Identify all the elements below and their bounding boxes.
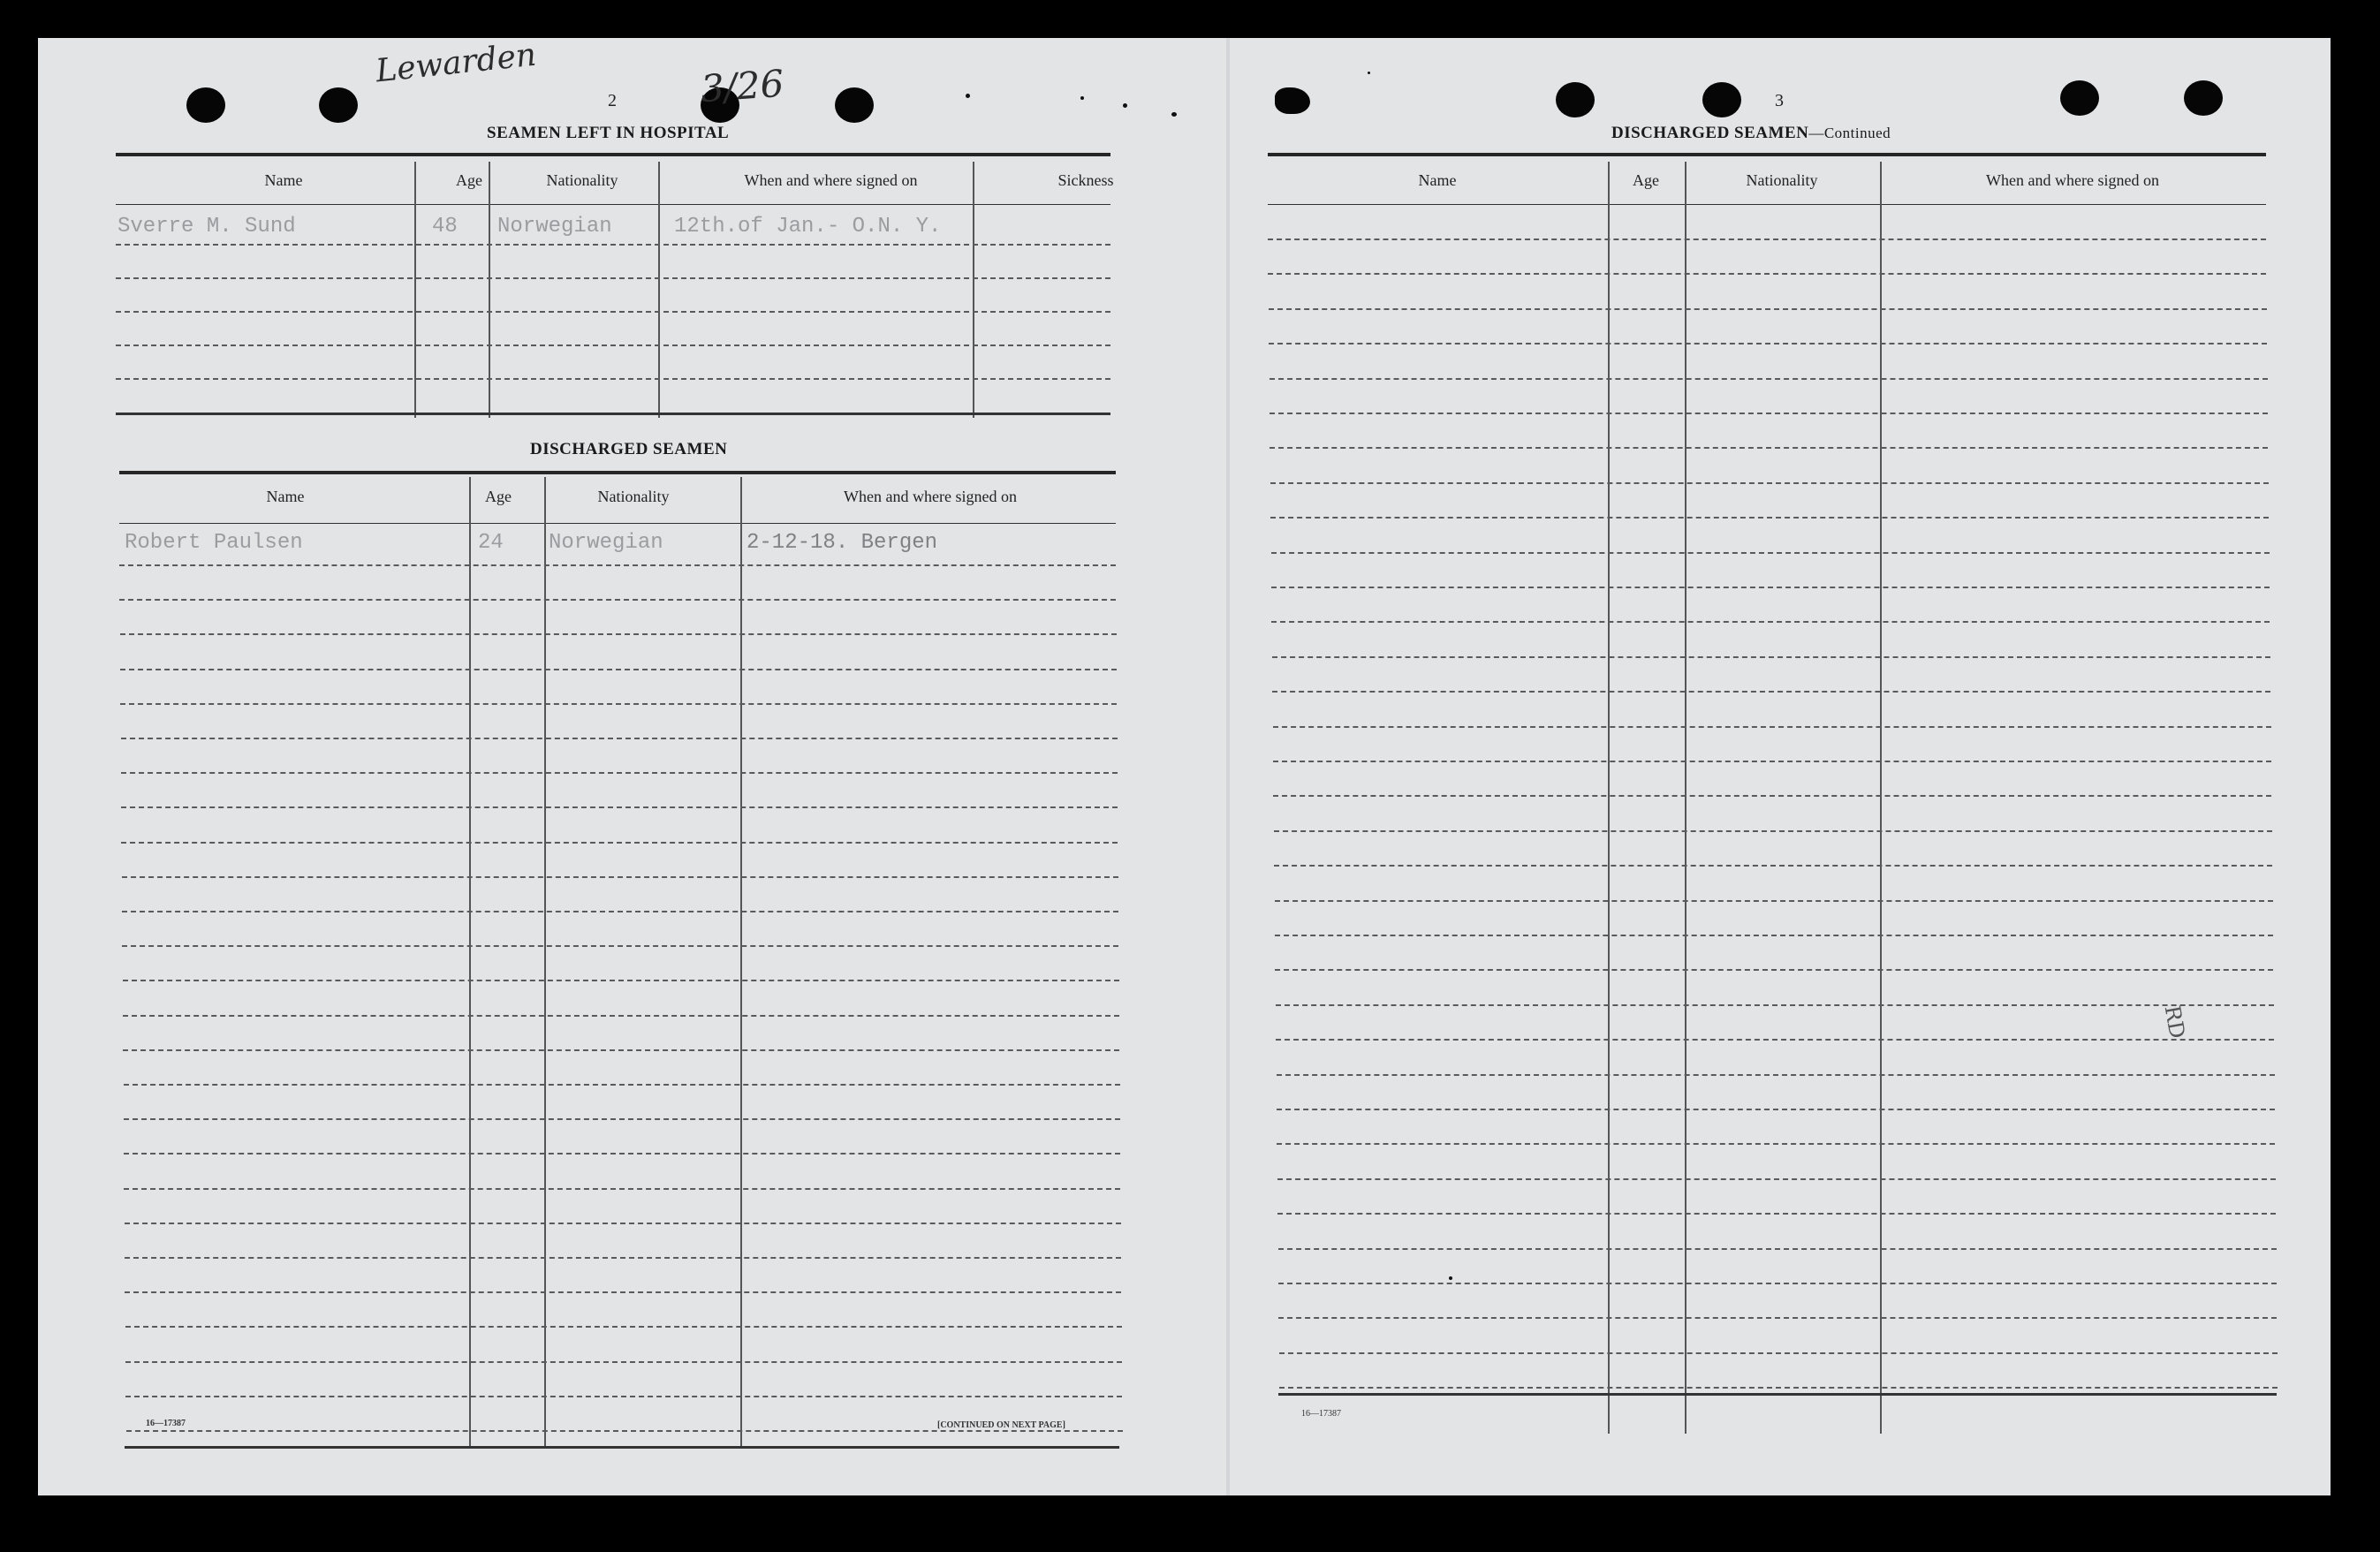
right-col-signed-on: When and where signed on	[1986, 171, 2159, 189]
ruled-line	[1278, 1248, 2277, 1250]
ruled-line	[119, 599, 1116, 601]
ruled-line	[1272, 691, 2270, 693]
ruled-line	[1274, 830, 2272, 832]
hospital-row-nationality: Norwegian	[497, 215, 612, 238]
right-col-divider	[1880, 162, 1882, 1434]
ruled-line	[120, 633, 1117, 635]
ruled-line	[1275, 900, 2273, 902]
ruled-line	[1274, 865, 2272, 867]
hospital-row-age: 48	[432, 215, 458, 238]
punch-hole	[2060, 80, 2099, 116]
ruled-line	[119, 564, 1116, 566]
punch-hole	[1702, 82, 1741, 117]
ruled-line	[121, 738, 1118, 739]
discharged-top-rule	[119, 471, 1116, 474]
ruled-line	[1273, 795, 2271, 797]
ruled-line	[1269, 308, 2267, 310]
ruled-line	[1268, 273, 2266, 275]
punch-blot	[1275, 87, 1310, 114]
ruled-line	[1277, 1178, 2276, 1180]
ruled-line	[124, 1188, 1120, 1190]
right-bottom-rule	[1278, 1393, 2277, 1396]
discharged-header-rule	[119, 523, 1116, 524]
speck	[1368, 72, 1370, 74]
ruled-line	[1272, 656, 2270, 658]
right-col-age: Age	[1633, 171, 1659, 189]
speck	[1080, 96, 1084, 100]
punch-hole	[186, 87, 225, 123]
hospital-col-signed-on: When and where signed on	[744, 171, 918, 189]
hospital-section-title: SEAMEN LEFT IN HOSPITAL	[487, 124, 730, 142]
ruled-line	[124, 1084, 1120, 1086]
right-col-name: Name	[1418, 171, 1457, 189]
hospital-col-age: Age	[456, 171, 482, 189]
hospital-row-signed-on: 12th.of Jan.- O.N. Y.	[674, 215, 942, 238]
discharged-continued-title	[1611, 124, 1891, 143]
speck	[1123, 103, 1127, 108]
ruled-line	[126, 1430, 1123, 1432]
hospital-header-rule	[116, 204, 1110, 205]
punch-hole	[319, 87, 358, 123]
ruled-line	[1271, 552, 2270, 554]
discharged-row-nationality: Norwegian	[549, 531, 663, 555]
ruled-line	[120, 703, 1117, 705]
ruled-line	[1278, 1317, 2277, 1319]
punch-hole	[835, 87, 874, 123]
ruled-line	[1271, 621, 2270, 623]
hospital-row-line	[116, 244, 1110, 246]
ruled-line	[123, 1049, 1119, 1051]
speck	[966, 94, 970, 98]
ruled-line	[1273, 761, 2271, 762]
ruled-line	[1277, 1143, 2275, 1145]
ruled-line	[125, 1223, 1121, 1224]
hospital-top-rule	[116, 153, 1110, 156]
ruled-line	[1279, 1387, 2278, 1389]
ruled-line	[125, 1326, 1122, 1328]
ruled-line	[1270, 447, 2268, 449]
hospital-bottom-rule	[116, 413, 1110, 415]
page-number-left: 2	[608, 91, 617, 110]
handwritten-date: 3/26	[699, 61, 785, 111]
ruled-line	[1277, 1213, 2276, 1215]
discharged-bottom-rule	[125, 1446, 1119, 1449]
hospital-row-line	[116, 311, 1110, 313]
hospital-row-name: Sverre M. Sund	[117, 215, 296, 238]
ruled-line	[125, 1257, 1121, 1259]
form-number-left: 16—17387	[146, 1419, 186, 1428]
discharged-row-age: 24	[478, 531, 504, 555]
hospital-col-nationality: Nationality	[546, 171, 618, 189]
hospital-row-line	[116, 344, 1110, 346]
hospital-col-name: Name	[264, 171, 303, 189]
ruled-line	[122, 945, 1118, 947]
ruled-line	[1269, 343, 2267, 344]
ruled-line	[1277, 1109, 2275, 1110]
hospital-row-line	[116, 277, 1110, 279]
speck	[1171, 112, 1177, 117]
punch-hole	[1556, 82, 1595, 117]
ruled-line	[1270, 378, 2268, 380]
ruled-line	[1277, 1074, 2275, 1076]
ruled-line	[1279, 1352, 2278, 1354]
ruled-line	[121, 772, 1118, 774]
discharged-continued-label: DISCHARGED SEAMEN	[1611, 124, 1809, 142]
discharged-row-name: Robert Paulsen	[125, 531, 303, 555]
ruled-line	[124, 1153, 1120, 1155]
ruled-line	[124, 1118, 1120, 1120]
form-number-right: 16—17387	[1301, 1409, 1341, 1419]
ruled-line	[122, 911, 1118, 912]
ruled-line	[1270, 517, 2269, 519]
page-fold	[1226, 38, 1230, 1495]
right-col-divider	[1608, 162, 1610, 1434]
continued-suffix: —Continued	[1808, 125, 1891, 141]
manifest-sheet	[38, 38, 2331, 1495]
ruled-line	[1273, 726, 2271, 728]
ruled-line	[1276, 1004, 2274, 1006]
right-col-divider	[1685, 162, 1686, 1434]
hospital-col-sickness: Sickness	[1057, 171, 1114, 189]
ruled-line	[1275, 969, 2273, 971]
stamp-mark: RD	[2159, 1003, 2190, 1041]
discharged-col-divider	[740, 477, 742, 1449]
right-top-rule	[1268, 153, 2266, 156]
ruled-line	[120, 669, 1117, 670]
ruled-line	[125, 1361, 1122, 1363]
ruled-line	[123, 980, 1119, 981]
ruled-line	[122, 876, 1118, 878]
ruled-line	[125, 1291, 1121, 1293]
ruled-line	[1278, 1283, 2277, 1284]
continued-note: [CONTINUED ON NEXT PAGE]	[937, 1420, 1065, 1430]
ruled-line	[1271, 587, 2270, 588]
ruled-line	[1275, 935, 2273, 936]
speck	[1449, 1276, 1452, 1280]
ruled-line	[121, 806, 1118, 808]
discharged-col-divider	[544, 477, 546, 1449]
discharged-col-signed-on: When and where signed on	[844, 488, 1017, 505]
ruled-line	[1276, 1039, 2274, 1041]
discharged-col-age: Age	[485, 488, 512, 505]
ruled-line	[125, 1396, 1122, 1397]
right-col-nationality: Nationality	[1746, 171, 1818, 189]
discharged-row-signed-on: 2-12-18. Bergen	[747, 531, 938, 555]
ruled-line	[1268, 238, 2266, 240]
handwritten-name: Lewarden	[374, 36, 538, 90]
hospital-row-line	[116, 378, 1110, 380]
ruled-line	[123, 1015, 1119, 1017]
ruled-line	[121, 842, 1118, 844]
right-header-rule	[1268, 204, 2266, 205]
discharged-col-nationality: Nationality	[597, 488, 670, 505]
discharged-col-divider	[469, 477, 471, 1449]
ruled-line	[1270, 482, 2269, 484]
page-number-right: 3	[1775, 91, 1784, 110]
punch-hole	[2184, 80, 2223, 116]
discharged-col-name: Name	[266, 488, 305, 505]
ruled-line	[1270, 413, 2268, 414]
discharged-section-title: DISCHARGED SEAMEN	[530, 440, 728, 458]
